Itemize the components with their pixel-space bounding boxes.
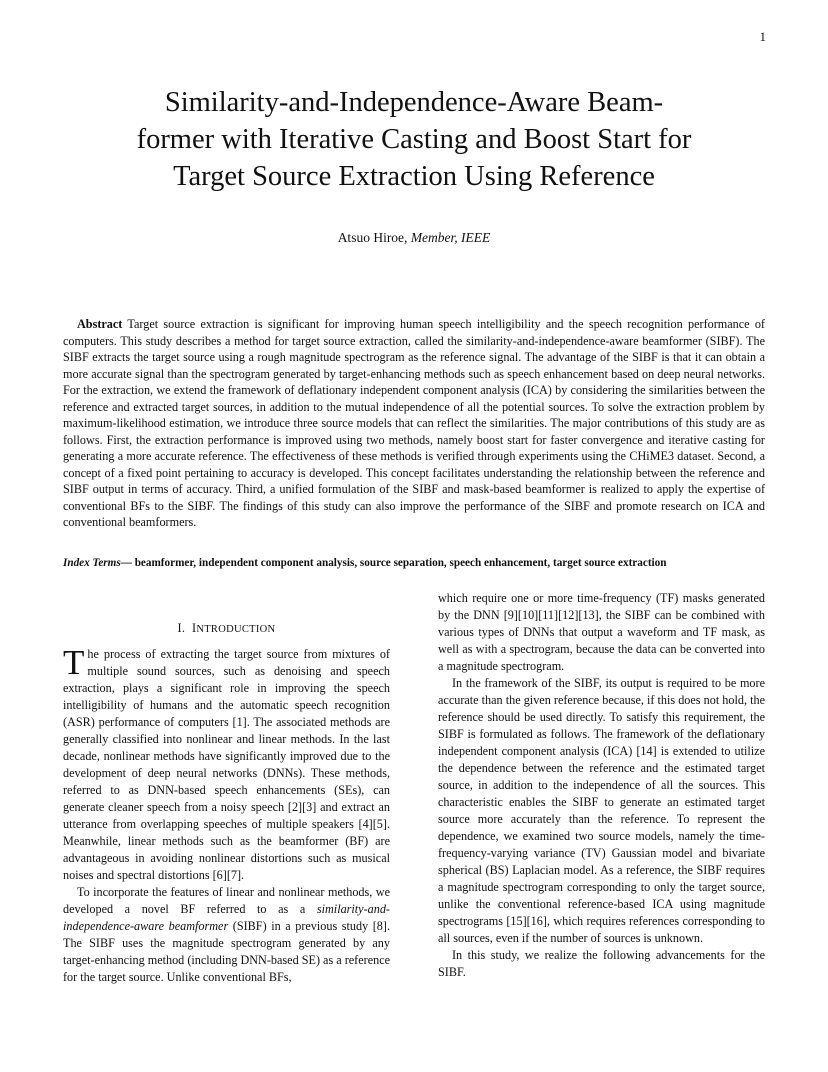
author-affiliation: Member, IEEE (410, 230, 491, 245)
paragraph-text: (SIBF) in a previous study [8]. The SIBF uses the magnitude spectrogram generated by any target-enhancing method (including DNN-based SE) as a reference for the target source. Unlike conventional BFs, (63, 919, 391, 984)
title-line: Target Source Extraction Using Reference (173, 161, 655, 192)
paragraph: In the framework of the SIBF, its output is required to be more accurate than the given reference because, if this does not hold, the reference should be used directly. To satisfy this requirement, the SIBF is formulated as follows. The framework of the deflationary independent component analysis (ICA) [14] is extended to utilize the dependence between the reference and the estimated target source, in addition to the independence of all the sources. This characteristic enables the SIBF to generate an estimated target source more accurately than the reference. To represent the dependence, we examined two source models, namely the time-frequency-varying variance (TV) Gaussian model and bivariate spherical (BS) Laplacian model. As a reference, the SIBF requires a magnitude spectrogram corresponding to only the target source, unlike the conventional reference-based ICA using magnitude spectrograms [15][16], which requires references corresponding to all sources, even if the number of sources is unknown. (438, 676, 765, 945)
paragraph-text: he process of extracting the target source from mixtures of multiple sound sources, such as denoising and speech extraction, plays a significant role in improving the speech intelligibility of humans and the automatic speech recognition (ASR) performance of computers [1]. The associated methods are generally classified into nonlinear and linear methods. In the last decade, nonlinear methods have significantly improved due to the development of deep neural networks (DNNs). These methods, referred to as DNN-based speech enhancements (SEs), can generate cleaner speech from a noisy speech [2][3] and extract an utterance from overlapping speeches of multiple speakers [4][5]. Meanwhile, linear methods such as the beamformer (BF) are advantageous in avoiding nonlinear distortions such as musical noises and spectral distortions [6][7]. (63, 647, 390, 882)
abstract-text: Target source extraction is significant for improving human speech intelligibility and the speech recognition performance of computers. This study describes a method for target source extraction, called the similarity-and-independence-aware beamformer (SIBF). The SIBF extracts the target source using a rough magnitude spectrogram as the reference signal. The advantage of the SIBF is that it can obtain a more accurate signal than the spectrogram generated by target-enhancing methods such as speech enhancement based on deep neural networks. For the extraction, we extend the framework of deflationary independent component analysis (ICA) by considering the similarities between the reference and extracted target sources, in addition to the mutual independence of all the potential sources. To solve the extraction problem by maximum-likelihood estimation, we introduce three source models that can reflect the similarities. The major contributions of this study are as follows. First, the extraction performance is improved using two methods, namely boost start for faster convergence and iterative casting for generating a more accurate reference. The effectiveness of these methods is verified through experiments using the CHiME3 dataset. Second, a concept of a fixed point pertaining to accuracy is developed. This concept facilitates understanding the relationship between the reference and SIBF output in terms of accuracy. Third, a unified formulation of the SIBF and mask-based beamformer is realized to apply the expertise of conventional BFs to the SIBF. The findings of this study can also improve the performance of the SIBF and promote research on ICA and conventional beamformers. (63, 317, 765, 529)
abstract-label: Abstract (77, 317, 123, 331)
author-name: Atsuo Hiroe, (337, 230, 408, 245)
left-column (63, 590, 390, 986)
index-terms (63, 557, 765, 569)
section-title-initial: I (191, 621, 197, 635)
paragraph: which require one or more time-frequency (TF) masks generated by the DNN [9][10][11][12][13], the SIBF can be combined with various types of DNNs that output a waveform and TF mask, as well as with a spectrogram, because the data can be converted into a magnitude spectrogram. (438, 591, 765, 673)
paper-title (60, 84, 768, 195)
index-terms-text: beamformer, independent component analysis, source separation, speech enhancement, target source extraction (131, 557, 667, 569)
author-line (60, 230, 768, 246)
abstract (63, 316, 765, 531)
paragraph-text: To incorporate the features of linear and nonlinear methods, we developed a novel BF referred to as a (63, 885, 390, 916)
section-title-rest: NTRODUCTION (196, 624, 276, 635)
title-line: former with Iterative Casting and Boost Start for (136, 124, 692, 155)
section-numeral: I. (177, 621, 186, 635)
paragraph: In this study, we realize the following advancements for the SIBF. (438, 948, 765, 979)
paragraph (63, 643, 390, 884)
paragraph (63, 884, 390, 986)
index-terms-label: Index Terms— (63, 557, 132, 569)
dropcap: T (63, 643, 85, 682)
title-line: Similarity-and-Independence-Aware Beam- (164, 87, 664, 118)
emphasis-term: similarity-and-independence-aware beamformer (63, 902, 390, 933)
right-column (438, 590, 765, 981)
page-number: 1 (759, 29, 766, 44)
section-heading (63, 620, 390, 638)
